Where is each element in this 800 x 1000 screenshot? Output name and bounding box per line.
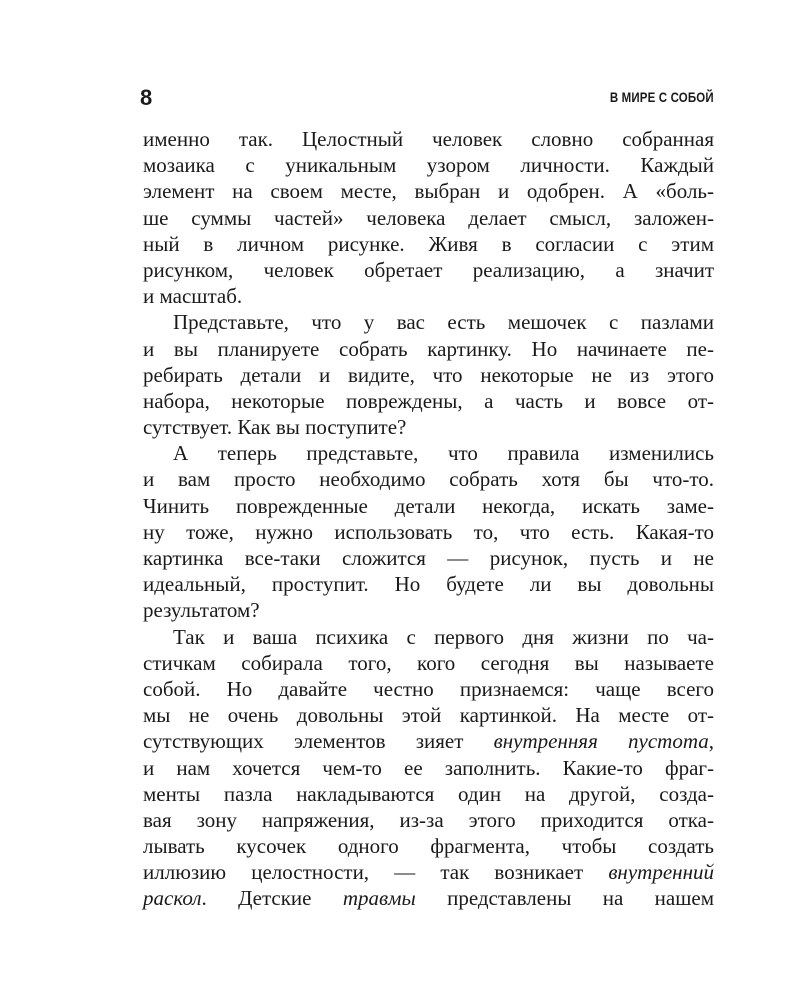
- text-line: Представьте, что у вас есть мешочек с пазлами: [173, 310, 714, 335]
- text-line: идеальный, проступит. Но будете ли вы довольны: [143, 572, 714, 597]
- text-line: вая зону напряжения, из-за этого приходится отка-: [143, 807, 714, 832]
- text-line: ну тоже, нужно использовать то, что есть. Какая-то: [143, 519, 714, 544]
- italic-term: раскол: [143, 886, 202, 911]
- italic-term: внутренний: [608, 860, 714, 885]
- text-line: лывать кусочек одного фрагмента, чтобы создать: [143, 834, 714, 859]
- text-run: иллюзию целостности, — так возникает: [143, 860, 609, 885]
- text-line: ше суммы частей» человека делает смысл, заложен-: [143, 205, 714, 230]
- text-line: набора, некоторые повреждены, а часть и вовсе от-: [143, 388, 714, 413]
- text-line: ный в личном рисунке. Живя в согласии с этим: [143, 231, 714, 256]
- text-line: именно так. Целостный человек словно собранная: [143, 127, 714, 151]
- body-text: [143, 126, 714, 912]
- text-line: рисунком, человек обретает реализацию, а значит: [143, 257, 714, 282]
- italic-term: травмы: [342, 886, 416, 911]
- text-line: мы не очень довольны этой картинкой. На месте от-: [143, 703, 714, 728]
- text-line: А теперь представьте, что правила изменились: [173, 441, 714, 466]
- text-run: сутствующих элементов зияет: [143, 729, 494, 754]
- text-line: сутствует. Как вы поступите?: [143, 415, 407, 440]
- text-line: [143, 885, 714, 911]
- text-line: и вы планируете собрать картинку. Но начинаете пе-: [143, 336, 714, 361]
- text-line: и масштаб.: [143, 284, 243, 309]
- text-line: Так и ваша психика с первого дня жизни по ча-: [173, 624, 714, 649]
- page-number: 8: [140, 85, 153, 110]
- text-line: и нам хочется чем-то ее заполнить. Какие-то фраг-: [143, 755, 714, 780]
- text-line: элемент на своем месте, выбран и одобрен. А «боль-: [143, 179, 714, 204]
- italic-term: внутренняя пустота: [493, 729, 709, 754]
- text-run: ,: [708, 729, 714, 754]
- text-line: стичкам собирала того, кого сегодня вы называете: [143, 650, 714, 675]
- text-line: мозаика с уникальным узором личности. Каждый: [143, 153, 714, 178]
- text-line: результатом?: [143, 598, 260, 623]
- text-line: ребирать детали и видите, что некоторые не из этого: [143, 362, 714, 387]
- text-run: представлены на нашем: [415, 886, 714, 911]
- text-line: и вам просто необходимо собрать хотя бы что-то.: [143, 467, 714, 492]
- text-line: [143, 728, 714, 754]
- text-line: менты пазла накладываются один на другой, созда-: [143, 781, 714, 806]
- text-line: собой. Но давайте честно признаемся: чаще всего: [143, 676, 714, 701]
- text-line: Чинить поврежденные детали некогда, искать заме-: [143, 493, 714, 518]
- text-line: [143, 859, 714, 885]
- running-title: В МИРЕ С СОБОЙ: [610, 89, 714, 105]
- text-run: . Детские: [201, 886, 343, 911]
- text-line: картинка все-таки сложится — рисунок, пусть и не: [143, 546, 714, 570]
